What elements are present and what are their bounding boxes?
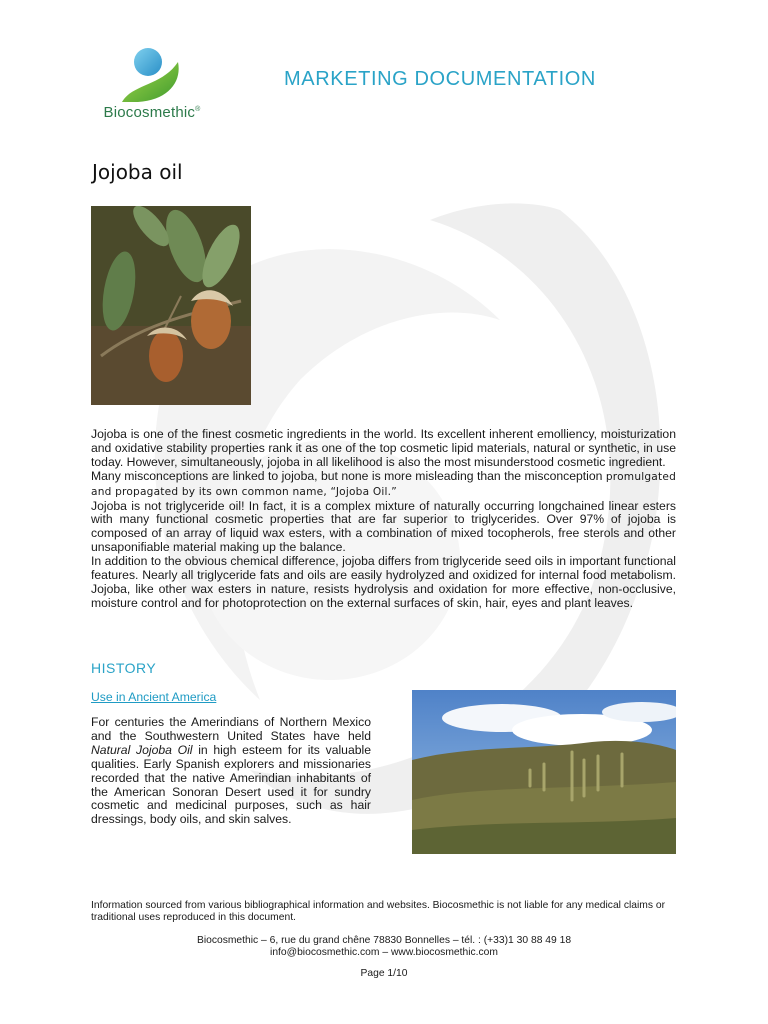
jojoba-plant-seed-icon <box>91 206 251 405</box>
page-number: Page 1/10 <box>360 968 408 979</box>
history-heading: HISTORY <box>91 660 157 676</box>
intro-paragraph: Jojoba is one of the finest cosmetic ingredients in the world. Its excellent inherent emolliency, moisturization and oxidative stability properties rank it as one of the top cosmetic lipid materials, natural or synthetic, in use today. However, simultaneously, jojoba in all likelihood is also the most misunderstood cosmetic ingredient. <box>91 427 676 469</box>
footer-address <box>0 935 768 959</box>
intro-paragraph: In addition to the obvious chemical difference, jojoba differs from triglyceride seed oils in important functional features. Nearly all triglyceride fats and oils are easily hydrolyzed and oxidized for internal food metabolism. Jojoba, like other wax esters in nature, resists hydrolysis and oxidation for more effective, non-occlusive, moisture control and for photoprotection on the external surfaces of skin, hair, eyes and plant leaves. <box>91 554 676 610</box>
biocosmethic-leaf-drop-icon <box>92 44 212 104</box>
disclaimer-text: Information sourced from various bibliographical information and websites. Biocosmethic is not liable for any medical claims or traditional uses reproduced in this document. <box>91 900 666 924</box>
contact-line: info@biocosmethic.com – www.biocosmethic.com <box>270 947 498 959</box>
use-in-ancient-america-link[interactable]: Use in Ancient America <box>91 690 217 704</box>
email-link[interactable]: info@biocosmethic.com <box>270 947 380 959</box>
sonoran-desert-photo <box>412 690 676 854</box>
website-link[interactable]: www.biocosmethic.com <box>390 947 498 959</box>
page-title: Jojoba oil <box>92 160 183 184</box>
jojoba-plant-photo <box>91 206 251 405</box>
intro-paragraph: Many misconceptions are linked to jojoba, but none is more misleading than the misconception promulgated and propagated by its own common name, “Jojoba Oil.” <box>91 468 676 498</box>
logo-brand-name: Biocosmethic® <box>103 104 201 121</box>
intro-text <box>91 428 676 611</box>
address-line: Biocosmethic – 6, rue du grand chêne 78830 Bonnelles – tél. : (+33)1 30 88 49 18 <box>196 935 572 946</box>
intro-paragraph: Jojoba is not triglyceride oil! In fact, it is a complex mixture of naturally occurring longchained linear esters with many functional cosmetic properties that are far superior to triglycerides. Over 97% of jojoba is composed of an array of liquid wax esters, with a combination of mixed tocopherols, free sterols and other unsaponifiable material making up the balance. <box>91 498 676 555</box>
biocosmethic-logo[interactable] <box>92 44 212 128</box>
header-title: MARKETING DOCUMENTATION <box>284 68 596 90</box>
desert-landscape-icon <box>412 690 676 854</box>
ancient-america-text: For centuries the Amerindians of Northern Mexico and the Southwestern United States have held Natural Jojoba Oil in high esteem for its valuable qualities. Early Spanish explorers and missionaries recorded that the native Amerindian inhabitants of the American Sonoran Desert used it for sundry cosmetic and medicinal purposes, such as hair dressings, body oils, and skin salves. <box>91 715 371 827</box>
